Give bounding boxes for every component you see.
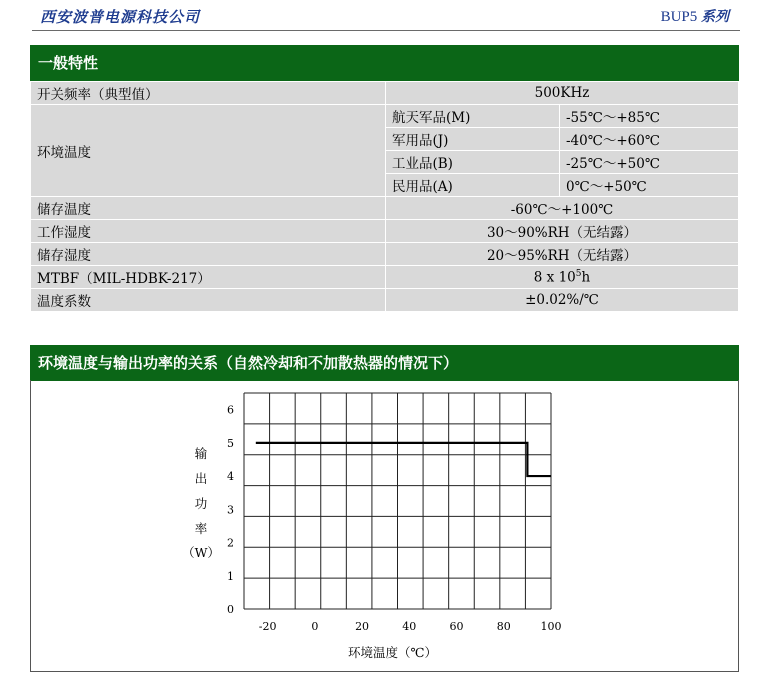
y-axis-label-char: 率 (194, 521, 208, 536)
mtbf-exponent: 5 (575, 268, 582, 279)
general-spec-table (30, 81, 739, 312)
company-name: 西安波普电源科技公司 (40, 8, 201, 26)
y-tick-label: 0 (227, 603, 234, 616)
series-word: 系列 (701, 9, 729, 25)
x-tick-label: 60 (449, 620, 464, 633)
grade-range: -55℃～+85℃ (560, 105, 739, 128)
table-row (31, 82, 739, 105)
table-row (31, 266, 739, 289)
y-tick-label: 6 (227, 403, 234, 417)
header-divider (32, 30, 740, 31)
spec-label: 温度系数 (31, 289, 386, 312)
y-axis-label-char: 输 (194, 446, 208, 461)
y-tick-label: 3 (227, 503, 234, 517)
y-tick-label: 5 (227, 436, 234, 450)
y-tick-label: 4 (227, 470, 234, 484)
grade-name: 民用品(A) (386, 174, 560, 197)
x-tick-label: 80 (496, 620, 511, 633)
mtbf-base: 8 x 10 (533, 269, 576, 286)
x-axis-label: 环境温度（℃） (348, 645, 437, 660)
derating-chart (31, 380, 738, 671)
derating-chart-frame (30, 380, 739, 672)
table-row (31, 243, 739, 266)
grade-name: 工业品(B) (386, 151, 560, 174)
x-tick-label: -20 (258, 620, 277, 633)
grade-range: -25℃～+50℃ (560, 151, 739, 174)
spec-value: 20～95%RH（无结露） (386, 243, 739, 266)
power-derating-line (256, 443, 551, 476)
derating-section-title: 环境温度与输出功率的关系（自然冷却和不加散热器的情况下） (30, 345, 739, 381)
spec-value: 500KHz (386, 82, 739, 105)
x-tick-label: 40 (402, 620, 417, 633)
general-section-title: 一般特性 (30, 45, 739, 81)
spec-value: 30～90%RH（无结露） (386, 220, 739, 243)
series-code: BUP5 (660, 9, 698, 25)
grade-name: 军用品(J) (386, 128, 560, 151)
series-label (661, 6, 729, 26)
grade-range: 0℃～+50℃ (560, 174, 739, 197)
table-row (31, 289, 739, 312)
spec-label: 工作湿度 (31, 220, 386, 243)
spec-value (386, 266, 739, 289)
spec-label: 储存湿度 (31, 243, 386, 266)
grade-name: 航天军品(M) (386, 105, 560, 128)
y-axis-label-char: （W） (182, 545, 220, 560)
y-axis-label-char: 出 (194, 471, 208, 486)
y-axis-label-char: 功 (194, 496, 208, 511)
spec-value: -60℃～+100℃ (386, 197, 739, 220)
x-tick-label: 20 (355, 620, 370, 633)
x-tick-label: 0 (311, 620, 319, 633)
spec-label: MTBF（MIL-HDBK-217） (31, 266, 386, 289)
env-temp-label: 环境温度 (31, 105, 386, 197)
spec-label: 储存温度 (31, 197, 386, 220)
x-tick-label: 100 (540, 620, 562, 633)
y-tick-label: 1 (227, 569, 234, 583)
y-tick-label: 2 (227, 536, 234, 550)
table-row (31, 220, 739, 243)
mtbf-unit: h (581, 269, 591, 286)
table-row (31, 197, 739, 220)
table-row (31, 105, 739, 128)
grade-range: -40℃～+60℃ (560, 128, 739, 151)
spec-label: 开关频率（典型值） (31, 82, 386, 105)
spec-value: ±0.02%/℃ (386, 289, 739, 312)
